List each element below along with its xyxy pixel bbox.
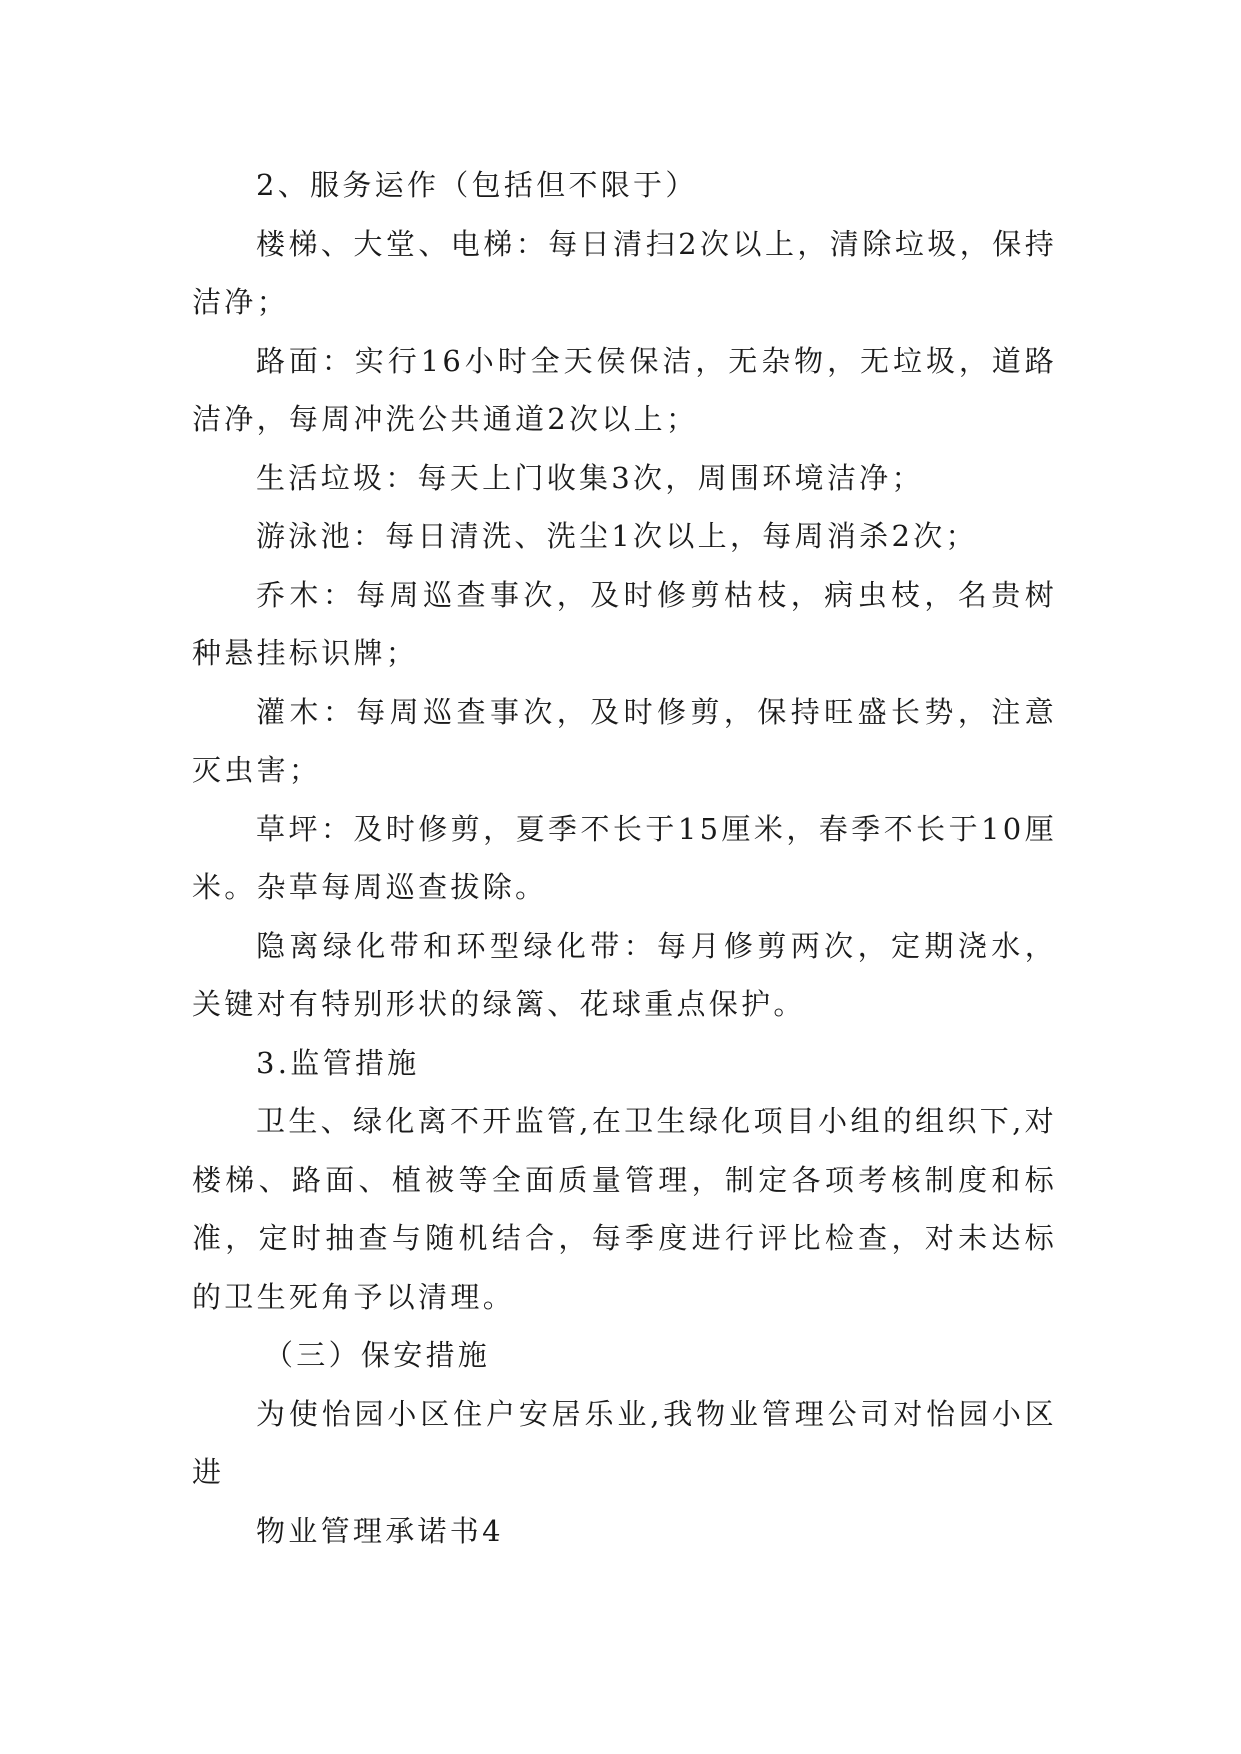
paragraph-green-belts: 隐离绿化带和环型绿化带：每月修剪两次，定期浇水，关键对有特别形状的绿篱、花球重点保护。: [192, 928, 1057, 1021]
paragraph-security-heading: （三）保安措施: [264, 1338, 491, 1372]
paragraph-security-body: 为使怡园小区住户安居乐业,我物业管理公司对怡园小区进: [192, 1396, 1057, 1489]
paragraph-household-garbage: 生活垃圾：每天上门收集3次，周围环境洁净；: [256, 460, 924, 495]
paragraph-title-line: 物业管理承诺书4: [256, 1513, 504, 1548]
paragraph-road-surface: 路面：实行16小时全天侯保洁，无杂物，无垃圾，道路洁净，每周冲洗公共通道2次以上；: [192, 343, 1057, 436]
paragraph-lawn: 草坪：及时修剪，夏季不长于15厘米，春季不长于10厘米。杂草每周巡查拔除。: [192, 811, 1057, 904]
document-body: [192, 156, 1057, 1560]
paragraph-supervision-heading: 3.监管措施: [256, 1045, 420, 1080]
paragraph-supervision-body: 卫生、绿化离不开监管,在卫生绿化项目小组的组织下,对楼梯、路面、植被等全面质量管理，制定各项考核制度和标准，定时抽查与随机结合，每季度进行评比检查，对未达标的卫生死角予以清理。: [192, 1104, 1057, 1314]
paragraph-service-operation-heading: 2、服务运作（包括但不限于）: [256, 168, 698, 202]
paragraph-swimming-pool: 游泳池：每日清洗、洗尘1次以上，每周消杀2次；: [256, 519, 978, 553]
paragraph-shrubs: 灌木：每周巡查事次，及时修剪，保持旺盛长势，注意灭虫害；: [192, 694, 1057, 787]
paragraph-stairs-lobby-elevator: 楼梯、大堂、电梯：每日清扫2次以上，清除垃圾，保持洁净；: [192, 226, 1057, 319]
paragraph-trees: 乔木：每周巡查事次，及时修剪枯枝，病虫枝，名贵树种悬挂标识牌；: [192, 577, 1057, 670]
